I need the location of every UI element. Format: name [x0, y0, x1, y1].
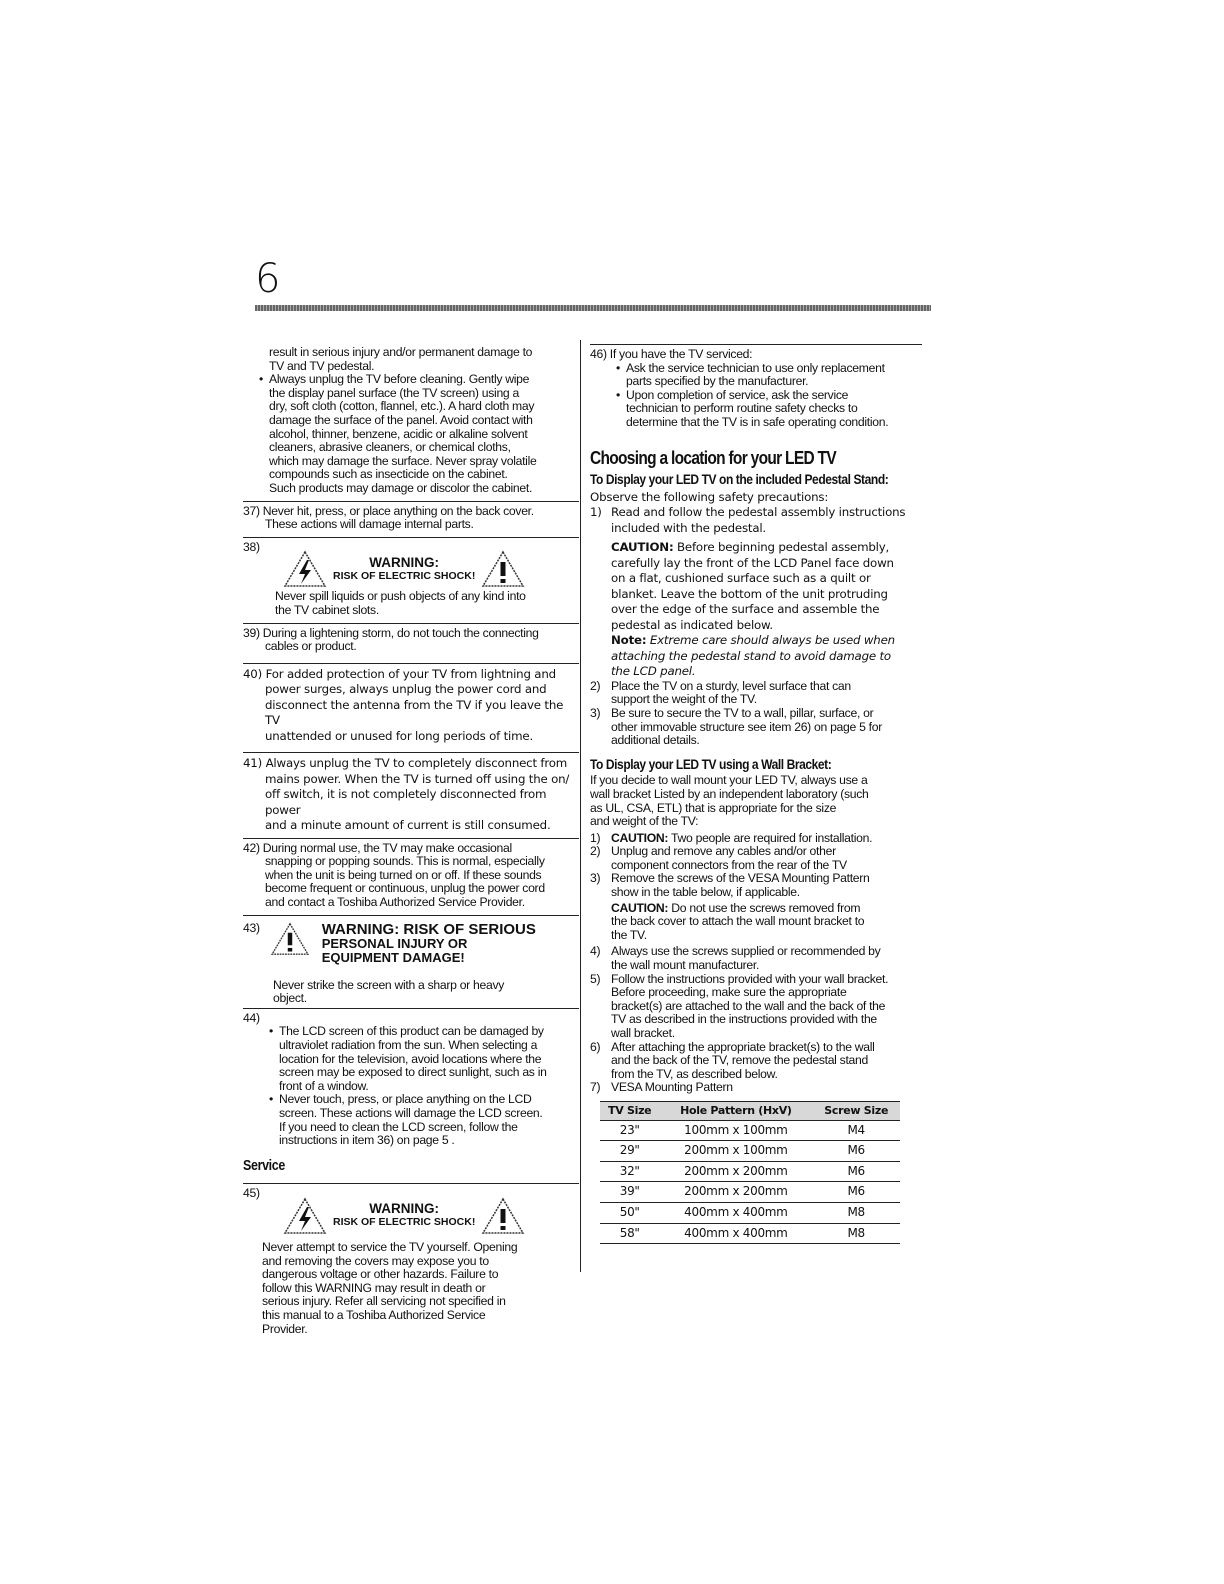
item-42: 42) During normal use, the TV may make occasional snapping or popping sounds. This is normal, especially when the unit is being turned on or off. If these sounds become frequent or continuous, unplug the power cord and contact a Toshiba Authorized Service Provider. [243, 840, 545, 910]
table-header-row: TV Size Hole Pattern (HxV) Screw Size [600, 1101, 900, 1120]
table-row: 29" 200mm x 100mm M6 [600, 1141, 900, 1162]
page-number: 6 [255, 256, 281, 302]
exclamation-warning-icon [481, 1197, 525, 1235]
service-heading: Service [243, 1157, 285, 1174]
divider [243, 623, 579, 624]
divider [243, 838, 579, 839]
table-row: 32" 200mm x 200mm M6 [600, 1161, 900, 1182]
shock-warning: WARNING: RISK OF ELECTRIC SHOCK! [283, 1197, 579, 1235]
right-column [590, 348, 922, 1244]
item36-continuation: result in serious injury and/or permanent damage to TV and TV pedestal. [269, 345, 533, 373]
item-44: 44) • The LCD screen of this product can be damaged by ultraviolet radiation from the sun. When selecting a location for the television, avoid locations where the screen may be exposed to direct sunlight, such as in front of a window. • Never touch, press, or place anything on the LCD screen. These actions will damage the LCD screen. If you need to clean the LCD screen, follow the instructions in item 36) on page 5 . [243, 1012, 579, 1148]
item-38: 38) WARNING: RISK OF ELECTRIC SHOCK! Never spill liquids or push objects of any kind into the TV cabinet slots. [243, 541, 579, 618]
table-row: 23" 100mm x 100mm M4 [600, 1120, 900, 1141]
item-39: 39) During a lightening storm, do not touch the connecting cables or product. [243, 625, 539, 654]
wall-steps: 1) CAUTION: Two people are required for installation. 2) Unplug and remove any cables and/or other component connectors from the rear of the TV 3) Remove the screws of the VESA Mounting Pattern show in the table below, if applicable. CAUTION: Do not use the screws removed from the back cover to attach the wall mount bracket to the TV. 4) Always use the screws supplied or recommended by the wall mount manufacturer. 5) Follow the instructions provided with your wall bracket. Before proceeding, make sure the appropriate bracket(s) are attached to the wall and the back of the TV as described in the instructions provided with the wall bracket. 6) After attaching the appropriate bracket(s) to the wall and the back of the TV, remove the pedestal stand from the TV, as described below. 7) VESA Mounting Pattern [590, 830, 889, 1095]
item-45: 45) WARNING: RISK OF ELECTRIC SHOCK! Never attempt to service the TV yourself. Opening and removing the covers may expose you to dangerous voltage or other hazards. Failure to follow this WARNING may result in death or serious injury. Refer all servicing not specified in this manual to a Toshiba Authorized Service Provider. [243, 1187, 579, 1336]
divider [243, 915, 579, 916]
wall-bracket-subheading: To Display your LED TV using a Wall Bracket: [590, 755, 832, 772]
divider [243, 501, 579, 502]
column-divider [580, 340, 581, 1272]
divider [243, 663, 579, 664]
header-rule [255, 305, 931, 311]
divider [243, 1183, 579, 1184]
pedestal-section: Observe the following safety precautions: 1) Read and follow the pedestal assembly instructions included with the pedestal. CAUTION: Before beginning pedestal assembly, carefully lay the front of the LCD Panel face down on a flat, cushioned surface such as a quilt or blanket. Leave the bottom of the unit protruding over the edge of the surface and assemble the pedestal as indicated below. Note: Extreme care should always be used when attaching the pedestal stand to avoid damage to the LCD panel. [590, 489, 906, 679]
item-40: 40) For added protection of your TV from lightning and power surges, always unplug the power cord and disconnect the antenna from the TV if you leave the TV unattended or unused for long periods of time. [243, 666, 564, 743]
item-37: 37) Never hit, press, or place anything on the back cover. These actions will damage internal parts. [243, 503, 534, 532]
divider [243, 752, 579, 753]
cleaning-bullet: • Always unplug the TV before cleaning. Gently wipe the display panel surface (the TV screen) using a dry, soft cloth (cotton, flannel, etc.). A hard cloth may damage the surface of the panel. Avoid contact with alcohol, thinner, benzene, acidic or alkaline solvent cleaners, abrasive cleaners, or chemical cloths, which may damage the surface. Never spray volatile compounds such as insecticide on the cabinet. Such products may damage or discolor the cabinet. [255, 373, 579, 495]
item-46: 46) If you have the TV serviced: • Ask the service technician to use only replacement parts specified by the manufacturer. • Upon completion of service, ask the service technician to perform routine safety checks to determine that the TV is in safe operating condition. [590, 348, 922, 430]
uv-bullet: • The LCD screen of this product can be damaged by ultraviolet radiation from the sun. When selecting a location for the television, avoid locations where the screen may be exposed to direct sunlight, such as in front of a window. [265, 1025, 579, 1093]
wall-intro: If you decide to wall mount your LED TV, always use a wall bracket Listed by an independent laboratory (such as UL, CSA, ETL) that is appropriate for the size and weight of the TV: [590, 773, 869, 829]
safety-check-bullet: • Upon completion of service, ask the service technician to perform routine safety checks to determine that the TV is in safe operating condition. [612, 389, 922, 430]
exclamation-warning-icon [270, 922, 310, 956]
vesa-table [600, 1101, 900, 1244]
lightning-warning-icon [283, 1197, 327, 1235]
table-row: 50" 400mm x 400mm M8 [600, 1202, 900, 1223]
left-column [243, 346, 579, 1336]
pedestal-subheading: To Display your LED TV on the included Pedestal Stand: [590, 471, 889, 488]
table-row: 58" 400mm x 400mm M8 [600, 1223, 900, 1244]
lightning-warning-icon [283, 550, 327, 588]
pedestal-steps: 2) Place the TV on a sturdy, level surface that can support the weight of the TV. 3) Be sure to secure the TV to a wall, pillar, surface, or other immovable structure see item 26) on page 5 for additional details. [590, 678, 882, 748]
divider [243, 537, 579, 538]
replacement-parts-bullet: • Ask the service technician to use only replacement parts specified by the manufacturer. [612, 362, 922, 389]
divider [590, 344, 922, 345]
touch-bullet: • Never touch, press, or place anything on the LCD screen. These actions will damage the LCD screen. If you need to clean the LCD screen, follow the instructions in item 36) on page 5 . [265, 1093, 579, 1147]
item-43: 43) WARNING: RISK OF SERIOUS PERSONAL INJURY OR EQUIPMENT DAMAGE! Never strike the screen with a sharp or heavy object. [243, 920, 536, 1006]
divider [243, 1008, 579, 1009]
shock-warning: WARNING: RISK OF ELECTRIC SHOCK! [283, 550, 579, 588]
table-row: 39" 200mm x 200mm M6 [600, 1182, 900, 1203]
item-41: 41) Always unplug the TV to completely disconnect from mains power. When the TV is turned off using the on/ off switch, it is not completely disconnected from power and a minute amount of current is still consumed. [243, 756, 570, 833]
section-heading: Choosing a location for your LED TV [590, 447, 836, 468]
exclamation-warning-icon [481, 550, 525, 588]
